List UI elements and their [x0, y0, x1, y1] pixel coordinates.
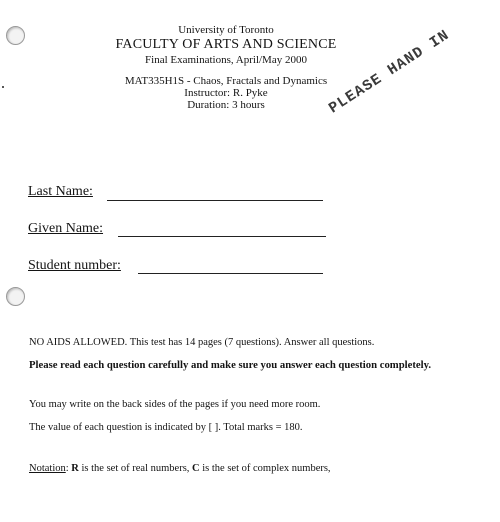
back-sides-instruction: You may write on the back sides of the pages if you need more room. — [29, 399, 321, 410]
exam-session: Final Examinations, April/May 2000 — [145, 54, 307, 66]
given-name-label: Given Name: — [28, 221, 104, 236]
last-name-label: Last Name: — [28, 184, 93, 199]
instructor-name: Instructor: R. Pyke — [184, 87, 268, 99]
read-carefully-instruction: Please read each question carefully and make sure you answer each question completely. — [29, 359, 432, 371]
given-name-line[interactable] — [118, 236, 326, 237]
notation-label: Notation — [29, 463, 66, 474]
student-number-label: Student number: — [28, 258, 121, 273]
exam-duration: Duration: 3 hours — [187, 99, 265, 111]
course-title: MAT335H1S - Chaos, Fractals and Dynamics — [124, 75, 328, 87]
faculty-name: FACULTY OF ARTS AND SCIENCE — [115, 37, 337, 52]
student-number-line[interactable] — [138, 273, 323, 274]
please-hand-in-stamp: PLEASE HAND IN — [326, 26, 453, 118]
no-aids-instruction: NO AIDS ALLOWED. This test has 14 pages (7 questions). Answer all questions. — [29, 337, 375, 348]
notation-line — [29, 462, 331, 475]
real-numbers-symbol: R — [71, 463, 79, 474]
punch-hole-middle — [6, 287, 25, 306]
marks-instruction: The value of each question is indicated by [ ]. Total marks = 180. — [29, 422, 303, 433]
complex-numbers-symbol: C — [192, 463, 200, 474]
last-name-line[interactable] — [107, 200, 323, 201]
notation-colon: : — [65, 463, 69, 474]
notation-real-text: is the set of real numbers, — [78, 463, 193, 474]
university-name: University of Toronto — [178, 24, 274, 36]
notation-complex-text: is the set of complex numbers, — [199, 463, 331, 474]
